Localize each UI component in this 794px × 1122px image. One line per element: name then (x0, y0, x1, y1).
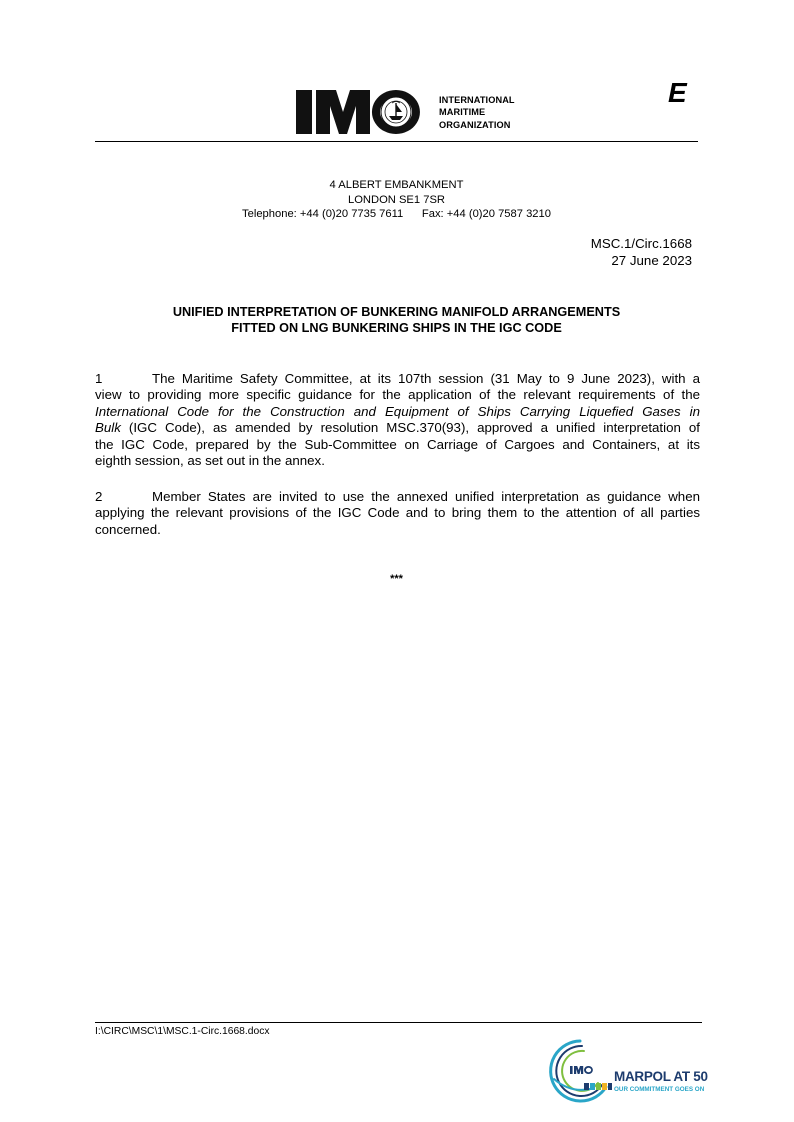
paragraph-number: 2 (95, 489, 103, 504)
footer-divider (95, 1022, 702, 1023)
file-path: I:\CIRC\MSC\1\MSC.1-Circ.1668.docx (95, 1026, 270, 1037)
paragraph-1-line-5: the IGC Code, prepared by the Sub-Committee on Carriage of Cargoes and Containers, at its (95, 436, 700, 452)
code-title-italic: International Code for the Construction and Equipment of Ships Carrying Liquefied Gases in (95, 403, 700, 419)
document-date: 27 June 2023 (611, 252, 692, 268)
paragraph-1-line-4: Bulk (IGC Code), as amended by resolution MSC.370(93), approved a unified interpretation of (95, 420, 700, 436)
paragraph-1-line-3 (95, 404, 700, 420)
title-line-2: FITTED ON LNG BUNKERING SHIPS IN THE IGC CODE (231, 321, 562, 335)
org-line-1: INTERNATIONAL (439, 95, 515, 105)
paragraph-2 (95, 489, 700, 538)
imo-mini-logo-icon (570, 1066, 593, 1074)
document-reference (420, 236, 692, 269)
header-divider (95, 141, 698, 142)
org-line-2: MARITIME (439, 107, 486, 118)
address-line-1: 4 ALBERT EMBANKMENT (329, 179, 464, 191)
color-stripe-icon (584, 1083, 612, 1090)
document-symbol: MSC.1/Circ.1668 (590, 236, 692, 251)
marpol-title: MARPOL AT 50 (614, 1069, 708, 1084)
document-title (95, 304, 698, 336)
paragraph-2-line-3: concerned. (95, 521, 161, 537)
marpol-tagline: OUR COMMITMENT GOES ON (614, 1086, 705, 1093)
imo-emblem-icon (381, 97, 411, 127)
paragraph-1 (95, 371, 700, 469)
imo-logo (296, 90, 432, 134)
organization-name (439, 94, 515, 131)
paragraph-2-line-1: 2 Member States are invited to use the annexed unified interpretation as guidance when (95, 489, 700, 504)
paragraph-1-line-1: 1 The Maritime Safety Committee, at its 107th session (31 May to 9 June 2023), with a (95, 371, 700, 386)
code-title-italic-end: Bulk (95, 420, 121, 436)
contact-line: Telephone: +44 (0)20 7735 7611 Fax: +44 (0)20 7587 3210 (242, 208, 551, 221)
paragraph-1-line-2: view to providing more specific guidance for the application of the relevant requirements of the (95, 387, 700, 403)
language-code: E (668, 77, 687, 108)
address-line-2: LONDON SE1 7SR (348, 193, 445, 206)
org-line-3: ORGANIZATION (439, 119, 511, 130)
paragraph-2-line-2: applying the relevant provisions of the IGC Code and to bring them to the attention of all parties (95, 505, 700, 521)
section-separator: *** (390, 573, 403, 585)
title-line-1: UNIFIED INTERPRETATION OF BUNKERING MANIFOLD ARRANGEMENTS (172, 305, 621, 319)
address-block (95, 178, 698, 222)
paragraph-number: 1 (95, 371, 103, 386)
paragraph-1-line-6: eighth session, as set out in the annex. (95, 453, 325, 469)
